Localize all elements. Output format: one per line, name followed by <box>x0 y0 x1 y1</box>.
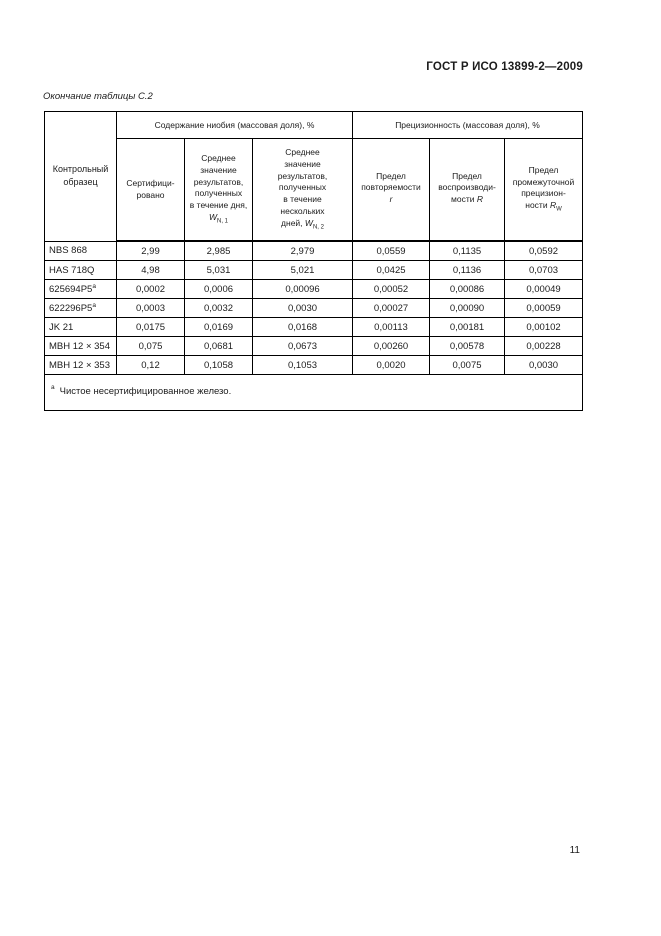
value-cell: 0,12 <box>117 356 185 375</box>
table-footnote-row <box>45 375 583 411</box>
document-header: ГОСТ Р ИСО 13899-2—2009 <box>426 61 583 73</box>
value-cell: 0,1136 <box>430 261 505 280</box>
value-cell: 0,00090 <box>430 299 505 318</box>
subheader-repeatability <box>353 139 430 242</box>
table-row <box>45 280 583 299</box>
footnote-marker: а <box>51 384 55 392</box>
value-cell: 0,0175 <box>117 318 185 337</box>
value-cell: 0,00049 <box>505 280 583 299</box>
value-cell: 0,1058 <box>185 356 253 375</box>
value-cell: 5,031 <box>185 261 253 280</box>
value-cell: 0,00113 <box>353 318 430 337</box>
value-cell: 0,075 <box>117 337 185 356</box>
subheader-days-mean-symbol: дней, $W_{N, 2}$ <box>281 218 324 231</box>
value-cell: 0,00086 <box>430 280 505 299</box>
value-cell: 0,00260 <box>353 337 430 356</box>
sample-label: МВН 12 × 354 <box>45 337 117 356</box>
subheader-intermediate-precision-symbol: ности $R_W$ <box>525 200 562 213</box>
sample-label: МВН 12 × 353 <box>45 356 117 375</box>
subheader-days-mean <box>253 139 353 242</box>
subheader-intermediate-precision-label: Предел промежуточной прецизион- <box>512 164 575 199</box>
value-cell: 0,0075 <box>430 356 505 375</box>
table-row <box>45 261 583 280</box>
sample-label: NBS 868 <box>45 241 117 261</box>
value-cell: 0,00027 <box>353 299 430 318</box>
value-cell: 0,00102 <box>505 318 583 337</box>
sample-label: HAS 718Q <box>45 261 117 280</box>
subheader-day-mean <box>185 139 253 242</box>
value-cell: 0,0020 <box>353 356 430 375</box>
sample-label: 622296P5$^а$ <box>45 299 117 318</box>
subheader-day-mean-label: Среднее значение результатов, полученных в течение дня, <box>189 152 248 211</box>
subheader-reproducibility-label: Предел воспроизводи- <box>438 170 496 193</box>
subheader-reproducibility-symbol: мости R <box>451 194 483 205</box>
span-header-row <box>45 112 583 139</box>
subheader-intermediate-precision <box>505 139 583 242</box>
value-cell: 0,0168 <box>253 318 353 337</box>
footnote-marker: а <box>92 282 96 290</box>
value-cell: 0,00181 <box>430 318 505 337</box>
subheader-days-mean-label: Среднее значение результатов, полученных в течение нескольких <box>277 146 328 217</box>
value-cell: 0,0032 <box>185 299 253 318</box>
results-table <box>44 111 583 411</box>
subheader-repeatability-symbol: r <box>389 194 393 205</box>
value-cell: 0,1053 <box>253 356 353 375</box>
value-cell: 4,98 <box>117 261 185 280</box>
value-cell: 0,0559 <box>353 241 430 261</box>
value-cell: 0,00096 <box>253 280 353 299</box>
value-cell: 0,0592 <box>505 241 583 261</box>
footnote-marker: а <box>92 301 96 309</box>
control-sample-header: Контрольный образец <box>45 112 117 242</box>
page-number: 11 <box>569 845 580 856</box>
table-row <box>45 241 583 261</box>
sample-label: 625694P5$^а$ <box>45 280 117 299</box>
value-cell: 0,0003 <box>117 299 185 318</box>
value-cell: 5,021 <box>253 261 353 280</box>
niobium-content-span-header: Содержание ниобия (массовая доля), % <box>117 112 353 139</box>
value-cell: 0,0006 <box>185 280 253 299</box>
value-cell: 0,0030 <box>253 299 353 318</box>
value-cell: 0,0673 <box>253 337 353 356</box>
sub-header-row <box>45 139 583 242</box>
precision-span-header: Прецизионность (массовая доля), % <box>353 112 583 139</box>
value-cell: 0,0425 <box>353 261 430 280</box>
subheader-certified <box>117 139 185 242</box>
table-row <box>45 318 583 337</box>
table-row <box>45 337 583 356</box>
subheader-certified-label: Сертифици- ровано <box>126 177 175 200</box>
value-cell: 0,00228 <box>505 337 583 356</box>
value-cell: 0,0002 <box>117 280 185 299</box>
table-row <box>45 299 583 318</box>
value-cell: 0,0681 <box>185 337 253 356</box>
value-cell: 2,99 <box>117 241 185 261</box>
subheader-repeatability-label: Предел повторяемости <box>361 170 421 193</box>
footnote-text: Чистое несертифицированное железо. <box>59 385 232 397</box>
sample-label: JK 21 <box>45 318 117 337</box>
value-cell: 0,00059 <box>505 299 583 318</box>
value-cell: 0,00052 <box>353 280 430 299</box>
value-cell: 0,0703 <box>505 261 583 280</box>
subheader-reproducibility <box>430 139 505 242</box>
value-cell: 0,1135 <box>430 241 505 261</box>
value-cell: 2,979 <box>253 241 353 261</box>
value-cell: 2,985 <box>185 241 253 261</box>
subheader-day-mean-symbol: $W_{N, 1}$ <box>208 212 229 225</box>
value-cell: 0,0169 <box>185 318 253 337</box>
table-caption: Окончание таблицы С.2 <box>43 91 153 102</box>
footnote <box>45 375 583 411</box>
table-row <box>45 356 583 375</box>
value-cell: 0,0030 <box>505 356 583 375</box>
value-cell: 0,00578 <box>430 337 505 356</box>
